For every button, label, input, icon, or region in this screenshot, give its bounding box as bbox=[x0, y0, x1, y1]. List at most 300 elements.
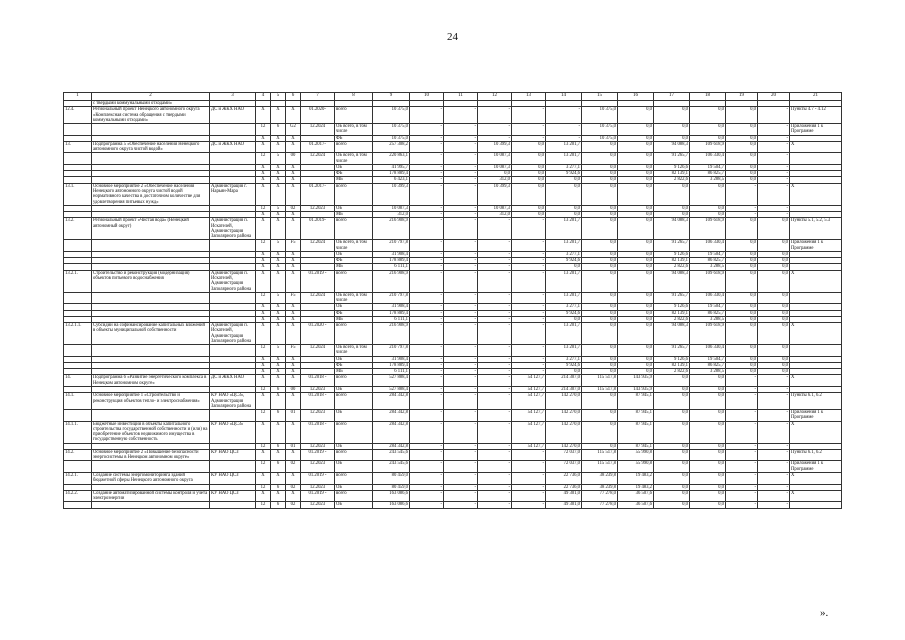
table-cell: - bbox=[410, 292, 444, 304]
table-cell: 5 bbox=[271, 205, 286, 211]
table-cell: 0,0 bbox=[618, 345, 654, 357]
table-cell: 0,0 bbox=[690, 135, 726, 141]
table-cell: 0,0 bbox=[618, 212, 654, 218]
table-cell: 3 288,5 bbox=[690, 264, 726, 270]
table-cell: - bbox=[478, 240, 512, 252]
table-cell: 109 618,9 bbox=[690, 218, 726, 240]
table-cell: 0,0 bbox=[582, 171, 618, 177]
table-cell: 0,0 bbox=[758, 345, 790, 357]
table-row bbox=[64, 183, 842, 205]
table-cell: Х bbox=[286, 356, 301, 362]
table-cell: 106 330,4 bbox=[690, 240, 726, 252]
table-cell: - bbox=[478, 421, 512, 443]
table-cell: 0,0 bbox=[512, 212, 546, 218]
table-cell: Х bbox=[256, 310, 271, 316]
column-number: 19 bbox=[726, 93, 758, 101]
table-cell: Основное мероприятие 1 «Строительство и реконструкция объектов тепло- и электроснабжения» bbox=[92, 393, 210, 410]
table-cell bbox=[64, 292, 92, 304]
table-cell: 0,0 bbox=[618, 164, 654, 170]
table-cell: 2 822,6 bbox=[654, 316, 690, 322]
table-cell: 6 bbox=[271, 484, 286, 490]
table-cell: Х bbox=[790, 490, 842, 502]
table-cell: 01.2017- bbox=[301, 141, 335, 153]
table-cell: всего bbox=[335, 393, 373, 410]
table-cell: Основное мероприятие 2 «Повышение безопасности энергосистемы в Ненецком автономном округе» bbox=[92, 449, 210, 461]
column-number: 1 bbox=[64, 93, 92, 101]
table-cell: 0,0 bbox=[726, 177, 758, 183]
table-cell: - bbox=[512, 356, 546, 362]
table-cell: 0,0 bbox=[582, 356, 618, 362]
table-cell: Подпрограмма 6 «Развитие энергетического комплекса в Ненецком автономном округе» bbox=[92, 375, 210, 387]
table-cell: - bbox=[512, 473, 546, 485]
table-cell: - bbox=[512, 323, 546, 345]
table-row bbox=[64, 449, 842, 461]
table-cell: 41 995,7 bbox=[373, 164, 410, 170]
table-cell: 0,0 bbox=[582, 164, 618, 170]
table-cell: - bbox=[478, 107, 512, 124]
table-cell: - bbox=[444, 410, 478, 422]
table-cell: 0,0 bbox=[582, 264, 618, 270]
table-cell: 6 111,1 bbox=[373, 316, 410, 322]
table-cell: - bbox=[726, 473, 758, 485]
table-cell: - bbox=[444, 449, 478, 461]
table-cell: 142 270,0 bbox=[546, 443, 582, 449]
table-cell: 10 399,3 bbox=[373, 183, 410, 205]
table-cell: Х bbox=[256, 393, 271, 410]
table-cell: Х bbox=[271, 177, 286, 183]
table-cell: - bbox=[410, 107, 444, 124]
table-cell: 87 945,1 bbox=[618, 421, 654, 443]
table-cell: 12 bbox=[256, 240, 271, 252]
table-cell: 0,0 bbox=[582, 141, 618, 153]
table-cell: 94 088,3 bbox=[654, 323, 690, 345]
table-cell: - bbox=[410, 240, 444, 252]
table-cell: 0,0 bbox=[582, 393, 618, 410]
table-cell: 0,0 bbox=[512, 177, 546, 183]
table-cell: - bbox=[478, 490, 512, 502]
table-cell: Х bbox=[286, 362, 301, 368]
table-cell: - bbox=[444, 205, 478, 211]
table-row bbox=[64, 461, 842, 473]
table-cell: - bbox=[512, 135, 546, 141]
table-cell: ОБ bbox=[335, 164, 373, 170]
table-cell: Х bbox=[286, 251, 301, 257]
table-cell: 01.2018 - bbox=[301, 421, 335, 443]
table-cell: - bbox=[478, 473, 512, 485]
table-row bbox=[64, 218, 842, 240]
table-cell: 0,0 bbox=[618, 141, 654, 153]
table-cell: Х bbox=[256, 164, 271, 170]
table-cell: 284 342,8 bbox=[373, 410, 410, 422]
table-cell: - bbox=[410, 171, 444, 177]
table-cell: 0,0 bbox=[726, 171, 758, 177]
table-cell: 0,0 bbox=[582, 316, 618, 322]
table-cell: ФБ bbox=[335, 171, 373, 177]
table-cell: - bbox=[758, 205, 790, 211]
table-cell: 12 bbox=[256, 387, 271, 393]
table-cell: 94 088,3 bbox=[654, 270, 690, 292]
table-cell bbox=[210, 461, 256, 473]
table-cell: 82 139,1 bbox=[654, 258, 690, 264]
table-cell: 86 825,7 bbox=[690, 362, 726, 368]
table-cell: Х bbox=[271, 356, 286, 362]
table-cell: - bbox=[478, 270, 512, 292]
table-cell: - bbox=[410, 461, 444, 473]
table-cell: - bbox=[410, 205, 444, 211]
table-cell: 0,0 bbox=[726, 316, 758, 322]
table-cell: 214 307,0 bbox=[546, 387, 582, 393]
table-cell: 5 bbox=[271, 292, 286, 304]
table-cell: 87 945,1 bbox=[618, 410, 654, 422]
table-cell: 12.4. bbox=[64, 107, 92, 124]
table-cell: Пункты 5.1, 5.2, 5.3 bbox=[790, 218, 842, 240]
table-cell: 80 459,0 bbox=[373, 484, 410, 490]
table-cell: - bbox=[726, 410, 758, 422]
table-cell: Х bbox=[271, 393, 286, 410]
table-cell: 13.2. bbox=[64, 218, 92, 240]
table-cell: Х bbox=[256, 218, 271, 240]
table-cell: 02 bbox=[286, 484, 301, 490]
table-cell: 01 bbox=[286, 410, 301, 422]
table-cell: 3 288,5 bbox=[690, 316, 726, 322]
table-cell: 19 504,7 bbox=[690, 356, 726, 362]
table-cell: 12 bbox=[256, 124, 271, 136]
table-cell: 312,0 bbox=[478, 177, 512, 183]
table-cell: 12.2023 bbox=[301, 410, 335, 422]
table-cell: 0,0 bbox=[618, 124, 654, 136]
table-cell: 115 517,8 bbox=[582, 387, 618, 393]
table-cell: - bbox=[512, 502, 546, 508]
table-cell: 14.2.2. bbox=[64, 490, 92, 502]
table-cell: 87 945,1 bbox=[618, 393, 654, 410]
table-cell bbox=[92, 153, 210, 165]
table-cell: Х bbox=[790, 141, 842, 153]
table-cell: Пункты 6.1, 6.2 bbox=[790, 393, 842, 410]
table-cell: - bbox=[444, 270, 478, 292]
table-cell: - bbox=[758, 443, 790, 449]
table-cell: - bbox=[444, 164, 478, 170]
table-cell: 13 201,7 bbox=[546, 153, 582, 165]
table-cell: 0,0 bbox=[618, 356, 654, 362]
table-cell: - bbox=[444, 375, 478, 387]
table-cell: 10 375,0 bbox=[582, 107, 618, 124]
table-cell: 0,0 bbox=[582, 421, 618, 443]
table-cell: - bbox=[726, 387, 758, 393]
table-cell: Х bbox=[286, 421, 301, 443]
table-cell: - bbox=[444, 264, 478, 270]
table-cell: Х bbox=[256, 375, 271, 387]
table-cell: 14. bbox=[64, 375, 92, 387]
table-cell: 6 111,1 bbox=[373, 369, 410, 375]
table-row bbox=[64, 345, 842, 357]
table-cell: 0,0 bbox=[546, 205, 582, 211]
table-cell: 36 507,6 bbox=[618, 490, 654, 502]
table-cell: - bbox=[444, 362, 478, 368]
table-cell: 0,0 bbox=[690, 502, 726, 508]
table-cell: всего bbox=[335, 218, 373, 240]
table-cell: 10 375,0 bbox=[582, 124, 618, 136]
table-cell: 9 924,6 bbox=[546, 310, 582, 316]
table-cell: Х bbox=[286, 490, 301, 502]
table-cell bbox=[92, 292, 210, 304]
table-cell: 0,0 bbox=[618, 135, 654, 141]
table-row bbox=[64, 410, 842, 422]
table-cell: - bbox=[410, 502, 444, 508]
table-cell: 0,0 bbox=[582, 310, 618, 316]
table-cell: 0,0 bbox=[654, 205, 690, 211]
table-cell: - bbox=[444, 461, 478, 473]
table-row bbox=[64, 107, 842, 124]
table-cell: 00 bbox=[286, 387, 301, 393]
table-cell bbox=[64, 240, 92, 252]
column-number: 15 bbox=[582, 93, 618, 101]
table-cell: 01.2019 - bbox=[301, 270, 335, 292]
table-cell: 0,0 bbox=[726, 141, 758, 153]
table-cell: - bbox=[512, 251, 546, 257]
table-cell: Х bbox=[271, 164, 286, 170]
table-cell: - bbox=[444, 258, 478, 264]
table-cell: 55 990,8 bbox=[618, 461, 654, 473]
table-cell: Х bbox=[256, 369, 271, 375]
table-cell: Х bbox=[286, 164, 301, 170]
table-cell: - bbox=[726, 443, 758, 449]
table-cell: 3 288,5 bbox=[690, 369, 726, 375]
table-cell: Х bbox=[256, 362, 271, 368]
table-cell: 0,0 bbox=[546, 316, 582, 322]
table-cell: 0,0 bbox=[690, 473, 726, 485]
table-cell: - bbox=[512, 107, 546, 124]
table-cell: - bbox=[444, 212, 478, 218]
table-cell bbox=[92, 345, 210, 357]
table-cell: ФБ bbox=[335, 310, 373, 316]
table-cell bbox=[210, 410, 256, 422]
table-cell: 0,0 bbox=[758, 240, 790, 252]
table-cell: - bbox=[758, 461, 790, 473]
table-cell: 0,0 bbox=[654, 421, 690, 443]
table-cell bbox=[64, 124, 92, 136]
table-cell: 257 308,2 bbox=[373, 141, 410, 153]
table-cell: Х bbox=[256, 473, 271, 485]
table-cell: 0,0 bbox=[654, 443, 690, 449]
table-cell: 13.2.1.1. bbox=[64, 323, 92, 345]
table-cell: 31 908,4 bbox=[373, 304, 410, 310]
table-cell: 01.2019 - bbox=[301, 473, 335, 485]
table-cell: - bbox=[726, 484, 758, 490]
table-cell: - bbox=[478, 310, 512, 316]
table-cell: 19 504,7 bbox=[690, 304, 726, 310]
table-cell: 49 301,0 bbox=[546, 502, 582, 508]
table-cell: 0,0 bbox=[546, 264, 582, 270]
table-cell: - bbox=[512, 292, 546, 304]
table-cell: - bbox=[726, 449, 758, 461]
table-cell: 0,0 bbox=[654, 473, 690, 485]
table-cell: Х bbox=[286, 107, 301, 124]
table-cell: ДС и ЖКХ НАО bbox=[210, 375, 256, 387]
table-cell: ФБ bbox=[335, 135, 373, 141]
budget-table bbox=[63, 92, 842, 509]
table-cell: 55 990,8 bbox=[618, 449, 654, 461]
table-cell: Х bbox=[271, 316, 286, 322]
table-cell: Х bbox=[271, 264, 286, 270]
table-cell: 82 139,1 bbox=[654, 362, 690, 368]
table-cell: 01.2020- bbox=[301, 107, 335, 124]
table-cell: 0,0 bbox=[618, 362, 654, 368]
table-cell: 163 086,6 bbox=[373, 490, 410, 502]
table-cell: 0,0 bbox=[582, 251, 618, 257]
table-cell: Х bbox=[790, 421, 842, 443]
table-cell: - bbox=[478, 316, 512, 322]
table-cell: 0,0 bbox=[726, 135, 758, 141]
table-cell: 0,0 bbox=[582, 177, 618, 183]
table-cell: 178 889,4 bbox=[373, 258, 410, 264]
table-cell: - bbox=[758, 449, 790, 461]
table-cell: 72 037,0 bbox=[546, 461, 582, 473]
table-cell: - bbox=[478, 292, 512, 304]
table-row bbox=[64, 473, 842, 485]
column-number: 6 bbox=[286, 93, 301, 101]
table-cell: 0,0 bbox=[726, 240, 758, 252]
table-cell: 31 908,4 bbox=[373, 251, 410, 257]
table-cell: - bbox=[726, 212, 758, 218]
table-cell: 82 139,1 bbox=[654, 310, 690, 316]
table-cell: 143 935,9 bbox=[618, 387, 654, 393]
table-cell: МБ bbox=[335, 177, 373, 183]
table-cell: - bbox=[758, 375, 790, 387]
table-cell: - bbox=[410, 362, 444, 368]
table-cell: 0,0 bbox=[726, 124, 758, 136]
table-cell: Х bbox=[286, 449, 301, 461]
table-cell: 0,0 bbox=[618, 107, 654, 124]
table-cell: Приложения 1 к Программе bbox=[790, 124, 842, 136]
table-cell: 210 797,8 bbox=[373, 240, 410, 252]
table-cell: 3 288,5 bbox=[690, 177, 726, 183]
table-cell: 210 797,8 bbox=[373, 292, 410, 304]
page-number: 24 bbox=[447, 31, 458, 43]
table-row bbox=[64, 393, 842, 410]
table-cell: 0,0 bbox=[546, 369, 582, 375]
table-cell: 0,0 bbox=[654, 461, 690, 473]
table-cell: Пункты 4.7 - 4.12 bbox=[790, 107, 842, 124]
table-cell: 0,0 bbox=[654, 449, 690, 461]
table-cell: - bbox=[758, 171, 790, 177]
table-cell: 0,0 bbox=[690, 205, 726, 211]
table-cell: Создание автоматизированной системы контроля и учета электроэнергии bbox=[92, 490, 210, 502]
table-cell: - bbox=[478, 124, 512, 136]
table-cell: 9 126,6 bbox=[654, 356, 690, 362]
table-cell: 19 483,2 bbox=[618, 473, 654, 485]
table-cell: - bbox=[478, 362, 512, 368]
table-cell: - bbox=[512, 369, 546, 375]
column-number: 16 bbox=[618, 93, 654, 101]
table-cell: 9 924,6 bbox=[546, 362, 582, 368]
table-cell: 0,0 bbox=[582, 153, 618, 165]
table-cell: 0,0 bbox=[582, 212, 618, 218]
table-cell: 01.2018 - bbox=[301, 393, 335, 410]
table-cell: - bbox=[410, 135, 444, 141]
table-cell: - bbox=[478, 410, 512, 422]
table-cell: 142 270,0 bbox=[546, 393, 582, 410]
table-cell: - bbox=[478, 449, 512, 461]
table-cell: 5 bbox=[271, 153, 286, 165]
table-cell: Х bbox=[271, 218, 286, 240]
table-cell: 0,0 bbox=[618, 310, 654, 316]
table-cell: всего bbox=[335, 421, 373, 443]
table-cell: - bbox=[410, 251, 444, 257]
table-cell: - bbox=[410, 124, 444, 136]
table-cell: 3 277,1 bbox=[546, 304, 582, 310]
table-cell: 02 bbox=[286, 502, 301, 508]
table-cell: 12.2023 bbox=[301, 484, 335, 490]
table-cell: - bbox=[478, 251, 512, 257]
table-cell: Х bbox=[256, 421, 271, 443]
table-cell: 87 945,1 bbox=[618, 443, 654, 449]
table-cell: 106 330,4 bbox=[690, 292, 726, 304]
table-cell: - bbox=[410, 264, 444, 270]
table-cell: ОБ всего, в том числе bbox=[335, 124, 373, 136]
table-cell: Региональный проект Ненецкого автономного округа «Комплексная система обращения с твердыми коммунальными отходами» bbox=[92, 107, 210, 124]
table-cell: 12 bbox=[256, 345, 271, 357]
table-cell: 284 342,8 bbox=[373, 443, 410, 449]
table-cell: Х bbox=[286, 183, 301, 205]
table-cell: 220 863,1 bbox=[373, 153, 410, 165]
table-cell: Х bbox=[271, 171, 286, 177]
table-cell: 106 330,4 bbox=[690, 345, 726, 357]
table-cell: 12.2024 bbox=[301, 292, 335, 304]
table-cell: 0,0 bbox=[690, 410, 726, 422]
table-cell: 0,0 bbox=[582, 443, 618, 449]
table-cell: 0,0 bbox=[582, 205, 618, 211]
table-cell: 2 822,6 bbox=[654, 177, 690, 183]
table-cell: 0,0 bbox=[726, 218, 758, 240]
table-cell: 10 375,0 bbox=[373, 124, 410, 136]
table-cell: 5 bbox=[271, 240, 286, 252]
table-cell: 0,0 bbox=[582, 258, 618, 264]
table-cell: - bbox=[444, 421, 478, 443]
table-cell: - bbox=[410, 356, 444, 362]
table-cell: 178 889,4 bbox=[373, 310, 410, 316]
table-cell: 0,0 bbox=[758, 264, 790, 270]
table-cell: 0,0 bbox=[654, 410, 690, 422]
table-cell: Х bbox=[256, 212, 271, 218]
table-cell: 10 087,3 bbox=[478, 153, 512, 165]
table-cell: - bbox=[512, 362, 546, 368]
table-cell: - bbox=[444, 323, 478, 345]
table-cell: 91 265,7 bbox=[654, 240, 690, 252]
table-cell: - bbox=[758, 387, 790, 393]
table-cell: 210 797,8 bbox=[373, 345, 410, 357]
table-cell: 0,0 bbox=[618, 218, 654, 240]
table-cell: 0,0 bbox=[690, 212, 726, 218]
table-cell: 0,0 bbox=[690, 107, 726, 124]
table-cell: - bbox=[478, 369, 512, 375]
table-cell: - bbox=[758, 421, 790, 443]
table-cell: 91 265,7 bbox=[654, 153, 690, 165]
table-cell: 106 330,4 bbox=[690, 153, 726, 165]
table-cell: 0,0 bbox=[690, 124, 726, 136]
table-cell: - bbox=[410, 177, 444, 183]
table-cell: 0,0 bbox=[654, 124, 690, 136]
table-cell: 10 087,3 bbox=[478, 164, 512, 170]
table-cell: - bbox=[410, 316, 444, 322]
table-cell: 12 bbox=[256, 292, 271, 304]
table-cell: 13 201,7 bbox=[546, 292, 582, 304]
table-cell: Х bbox=[286, 304, 301, 310]
table-cell: 22 736,0 bbox=[546, 473, 582, 485]
table-cell bbox=[210, 292, 256, 304]
table-cell: - bbox=[444, 292, 478, 304]
table-cell: 9 126,6 bbox=[654, 164, 690, 170]
table-cell: Подпрограмма 5 «Обеспечение населения Ненецкого автономного округа чистой водой» bbox=[92, 141, 210, 153]
